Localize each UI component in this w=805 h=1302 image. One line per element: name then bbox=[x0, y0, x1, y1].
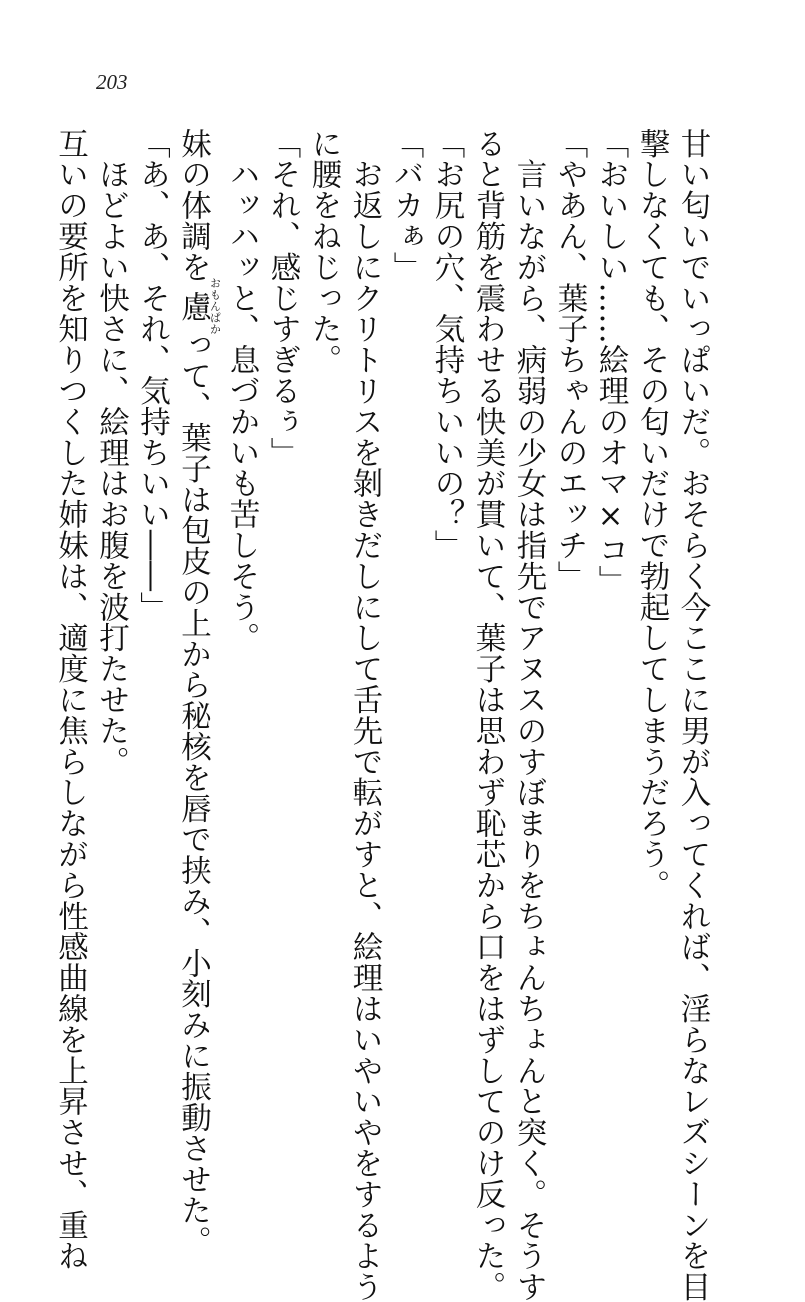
text-line: 言いながら、病弱の少女は指先でアヌスのすぼまりをちょんちょんと突く。そうす bbox=[511, 128, 546, 1302]
text-line: 撃しなくても、その匂いだけで勃起してしまうだろう。 bbox=[634, 128, 669, 901]
text-line-with-ruby bbox=[173, 128, 222, 1257]
text-line: 互いの要所を知りつくした姉妹は、適度に焦らしながら性感曲線を上昇させ、重ね bbox=[52, 128, 88, 1272]
text-segment: 妹の体調を bbox=[175, 128, 211, 283]
text-line: ハッハッと、息づかいも苦しそう。 bbox=[224, 128, 259, 654]
ruby-annotation bbox=[175, 277, 222, 335]
text-line: 「それ、感じすぎるぅ」 bbox=[265, 128, 300, 468]
page-number: 203 bbox=[96, 70, 128, 94]
text-line: 甘い匂いでいっぱいだ。おそらく今ここに男が入ってくれば、淫らなレズシーンを目 bbox=[675, 128, 710, 1302]
text-line: 「あ、あ、それ、気持ちいい――」 bbox=[134, 128, 170, 623]
ruby-reading: おもんぱか bbox=[208, 277, 222, 335]
text-line: ほどよい快さに、絵理はお腹を波打たせた。 bbox=[93, 128, 129, 777]
text-line: 「おいしい……絵理のオマ×コ」 bbox=[593, 128, 628, 596]
ruby-base: 慮 bbox=[175, 277, 211, 335]
text-line: ると背筋を震わせる快美が貫いて、葉子は思わず恥芯から口をはずしてのけ反った。 bbox=[470, 128, 505, 1302]
text-line: に腰をねじった。 bbox=[306, 128, 341, 376]
text-line: お返しにクリトリスを剝きだしにして舌先で転がすと、絵理はいやいやをするよう bbox=[347, 128, 382, 1302]
text-segment: って、葉子は包皮の上から秘核を唇で挟み、小刻みに振動させた。 bbox=[175, 329, 211, 1257]
text-line: 「やあん、葉子ちゃんのエッチ」 bbox=[552, 128, 587, 592]
body-text bbox=[50, 128, 714, 1302]
text-line: 「バカぁ」 bbox=[388, 128, 423, 283]
text-line: 「お尻の穴、気持ちいいの？」 bbox=[429, 128, 464, 561]
